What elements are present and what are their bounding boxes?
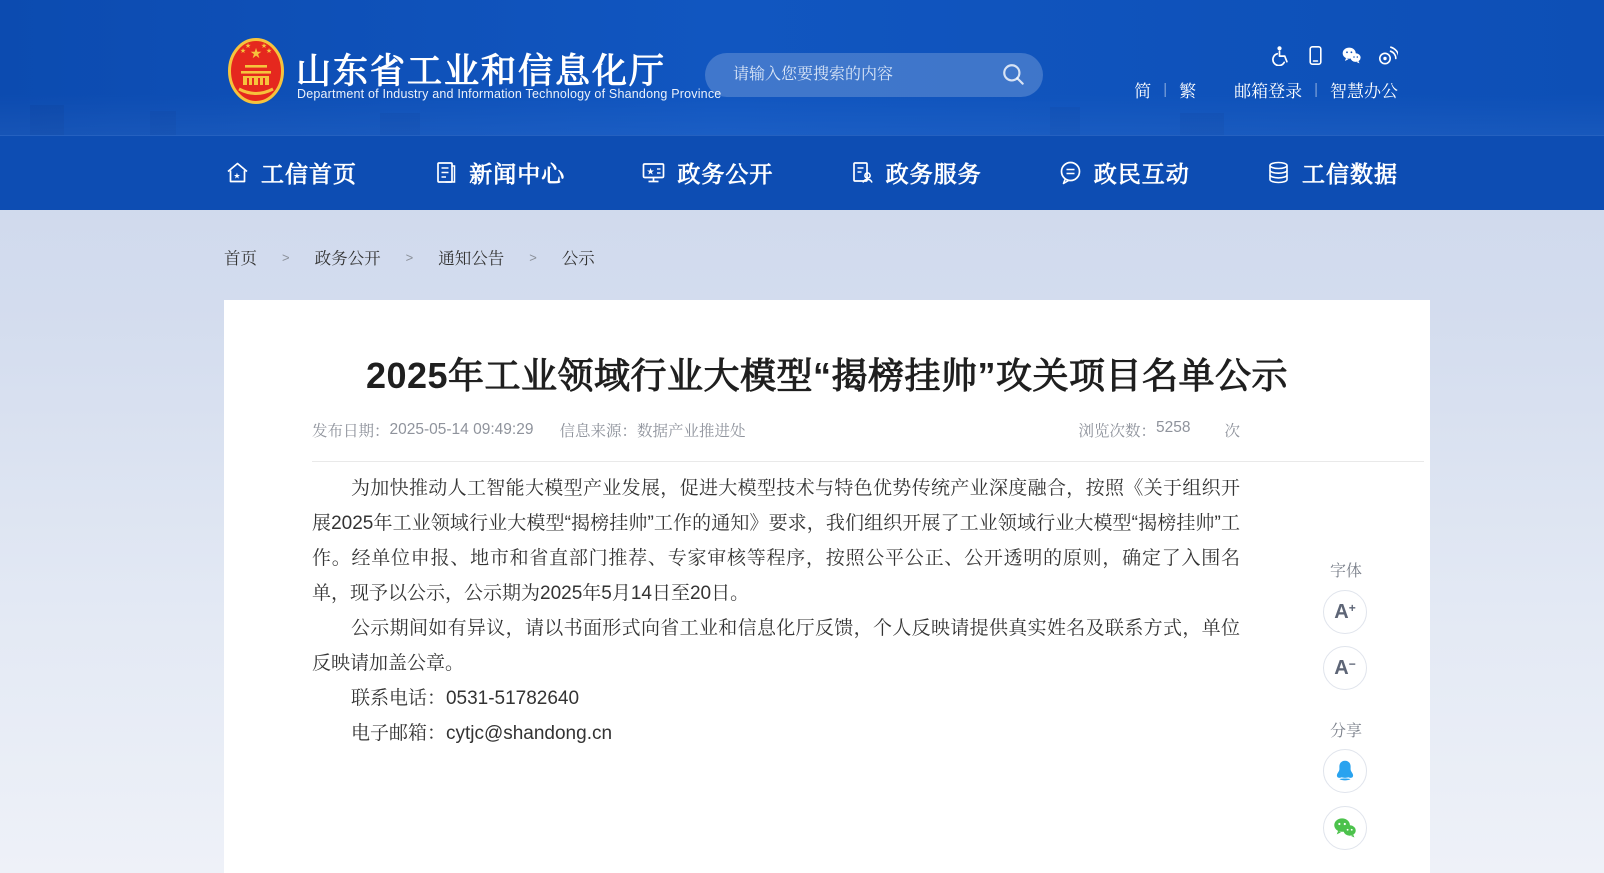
article-paragraph: 公示期间如有异议，请以书面形式向省工业和信息化厅反馈，个人反映请提供真实姓名及联系方式，单位反映请加盖公章。 [312, 618, 1240, 674]
nav-label: 工信数据 [1301, 161, 1398, 187]
article-container [224, 300, 1430, 873]
svg-text:★: ★ [249, 45, 263, 61]
views-unit: 次 [1224, 423, 1240, 440]
svg-text:★: ★ [646, 166, 656, 177]
search-icon[interactable] [1001, 62, 1027, 88]
home-icon [224, 159, 251, 186]
svg-text:★: ★ [233, 171, 242, 181]
search-input[interactable] [705, 53, 1001, 97]
link-mail-login[interactable]: 邮箱登录 [1234, 82, 1303, 101]
disclosure-icon [640, 159, 667, 186]
news-icon [432, 159, 459, 186]
publish-date-label: 发布日期： [312, 423, 390, 440]
data-icon [1265, 159, 1292, 186]
font-increase-base: A [1334, 600, 1349, 623]
national-emblem-icon [228, 38, 284, 104]
breadcrumb-separator: > [405, 249, 414, 265]
wechat-share-icon [1332, 815, 1358, 841]
breadcrumb [224, 245, 595, 269]
nav-label: 政民互动 [1093, 161, 1190, 187]
meta-divider [312, 461, 1424, 462]
share-label: 分享 [1329, 723, 1362, 740]
wechat-icon[interactable] [1341, 45, 1362, 66]
qq-icon [1332, 758, 1358, 784]
breadcrumb-current: 公示 [561, 250, 595, 268]
nav-label: 新闻中心 [469, 161, 566, 187]
views-gap [1190, 419, 1224, 441]
font-increase-button[interactable] [1323, 590, 1367, 634]
svg-text:★: ★ [239, 48, 247, 55]
quick-link-separator: | [1314, 81, 1318, 98]
breadcrumb-separator: > [529, 249, 537, 265]
svg-text:★: ★ [244, 43, 252, 50]
contact-phone: 联系电话：0531-51782640 [350, 688, 580, 709]
breadcrumb-separator: > [282, 249, 290, 265]
national-emblem-logo[interactable] [228, 38, 284, 104]
font-increase-sign: + [1348, 601, 1356, 615]
svg-text:★: ★ [265, 48, 273, 55]
services-icon [849, 159, 876, 186]
source-value: 数据产业推进处 [636, 423, 746, 440]
nav-item-data[interactable] [1265, 156, 1398, 189]
publish-date-value: 2025-05-14 09:49:29 [389, 421, 534, 438]
article-paragraph: 为加快推动人工智能大模型产业发展，促进大模型技术与特色优势传统产业深度融合，按照《关于组织开展2025年工业领域行业大模型“揭榜挂帅”工作的通知》要求，我们组织开展了工业领域行业大模型“揭榜挂帅”工作。经单位申报、地市和省直部门推荐、专家审核等程序，按照公平公正、公开透明的原则，确定了入围名单，现予以公示，公示期为2025年5月14日至20日。 [312, 478, 1240, 604]
article-body [312, 471, 1240, 751]
nav-item-home[interactable] [224, 156, 357, 189]
weibo-icon[interactable] [1377, 45, 1398, 66]
nav-item-interaction[interactable] [1057, 156, 1190, 189]
breadcrumb-notices[interactable]: 通知公告 [438, 250, 505, 268]
link-traditional-chinese[interactable]: 繁 [1179, 82, 1197, 101]
font-decrease-button[interactable] [1323, 646, 1367, 690]
contact-email: 电子邮箱：cytjc@shandong.cn [350, 723, 613, 744]
font-size-label: 字体 [1329, 563, 1362, 580]
article-meta [312, 419, 1240, 441]
nav-label: 政务公开 [677, 161, 774, 187]
link-smart-office[interactable]: 智慧办公 [1330, 82, 1398, 101]
views-value: 5258 [1156, 419, 1191, 436]
view-count [1078, 419, 1240, 441]
site-header [0, 0, 1604, 135]
share-wechat-button[interactable] [1323, 806, 1367, 850]
accessibility-icon[interactable] [1269, 45, 1290, 66]
search-bar [705, 53, 1043, 97]
font-decrease-sign: − [1348, 657, 1356, 671]
nav-item-disclosure[interactable] [640, 156, 773, 189]
nav-label: 工信首页 [261, 161, 357, 187]
nav-item-news[interactable] [432, 156, 565, 189]
site-title: 山东省工业和信息化厅 [296, 52, 667, 91]
source-label: 信息来源： [559, 423, 637, 440]
share-qq-button[interactable] [1323, 749, 1367, 793]
font-decrease-base: A [1334, 656, 1349, 679]
header-utility-icons [1269, 45, 1398, 66]
svg-text:★: ★ [260, 43, 268, 50]
quick-link-separator: | [1163, 81, 1168, 98]
link-simplified-chinese[interactable]: 简 [1134, 82, 1152, 101]
views-label: 浏览次数： [1078, 423, 1156, 440]
mobile-icon[interactable] [1305, 45, 1326, 66]
nav-item-services[interactable] [849, 156, 982, 189]
breadcrumb-home[interactable]: 首页 [224, 250, 257, 268]
breadcrumb-disclosure[interactable]: 政务公开 [314, 250, 381, 268]
site-subtitle-en: Department of Industry and Information Technology of Shandong Province [297, 87, 722, 101]
nav-label: 政务服务 [885, 161, 982, 187]
main-navigation [0, 135, 1604, 210]
header-quick-links [1134, 77, 1398, 102]
article-title: 2025年工业领域行业大模型“揭榜挂帅”攻关项目名单公示 [365, 355, 1289, 396]
interaction-icon [1057, 159, 1084, 186]
